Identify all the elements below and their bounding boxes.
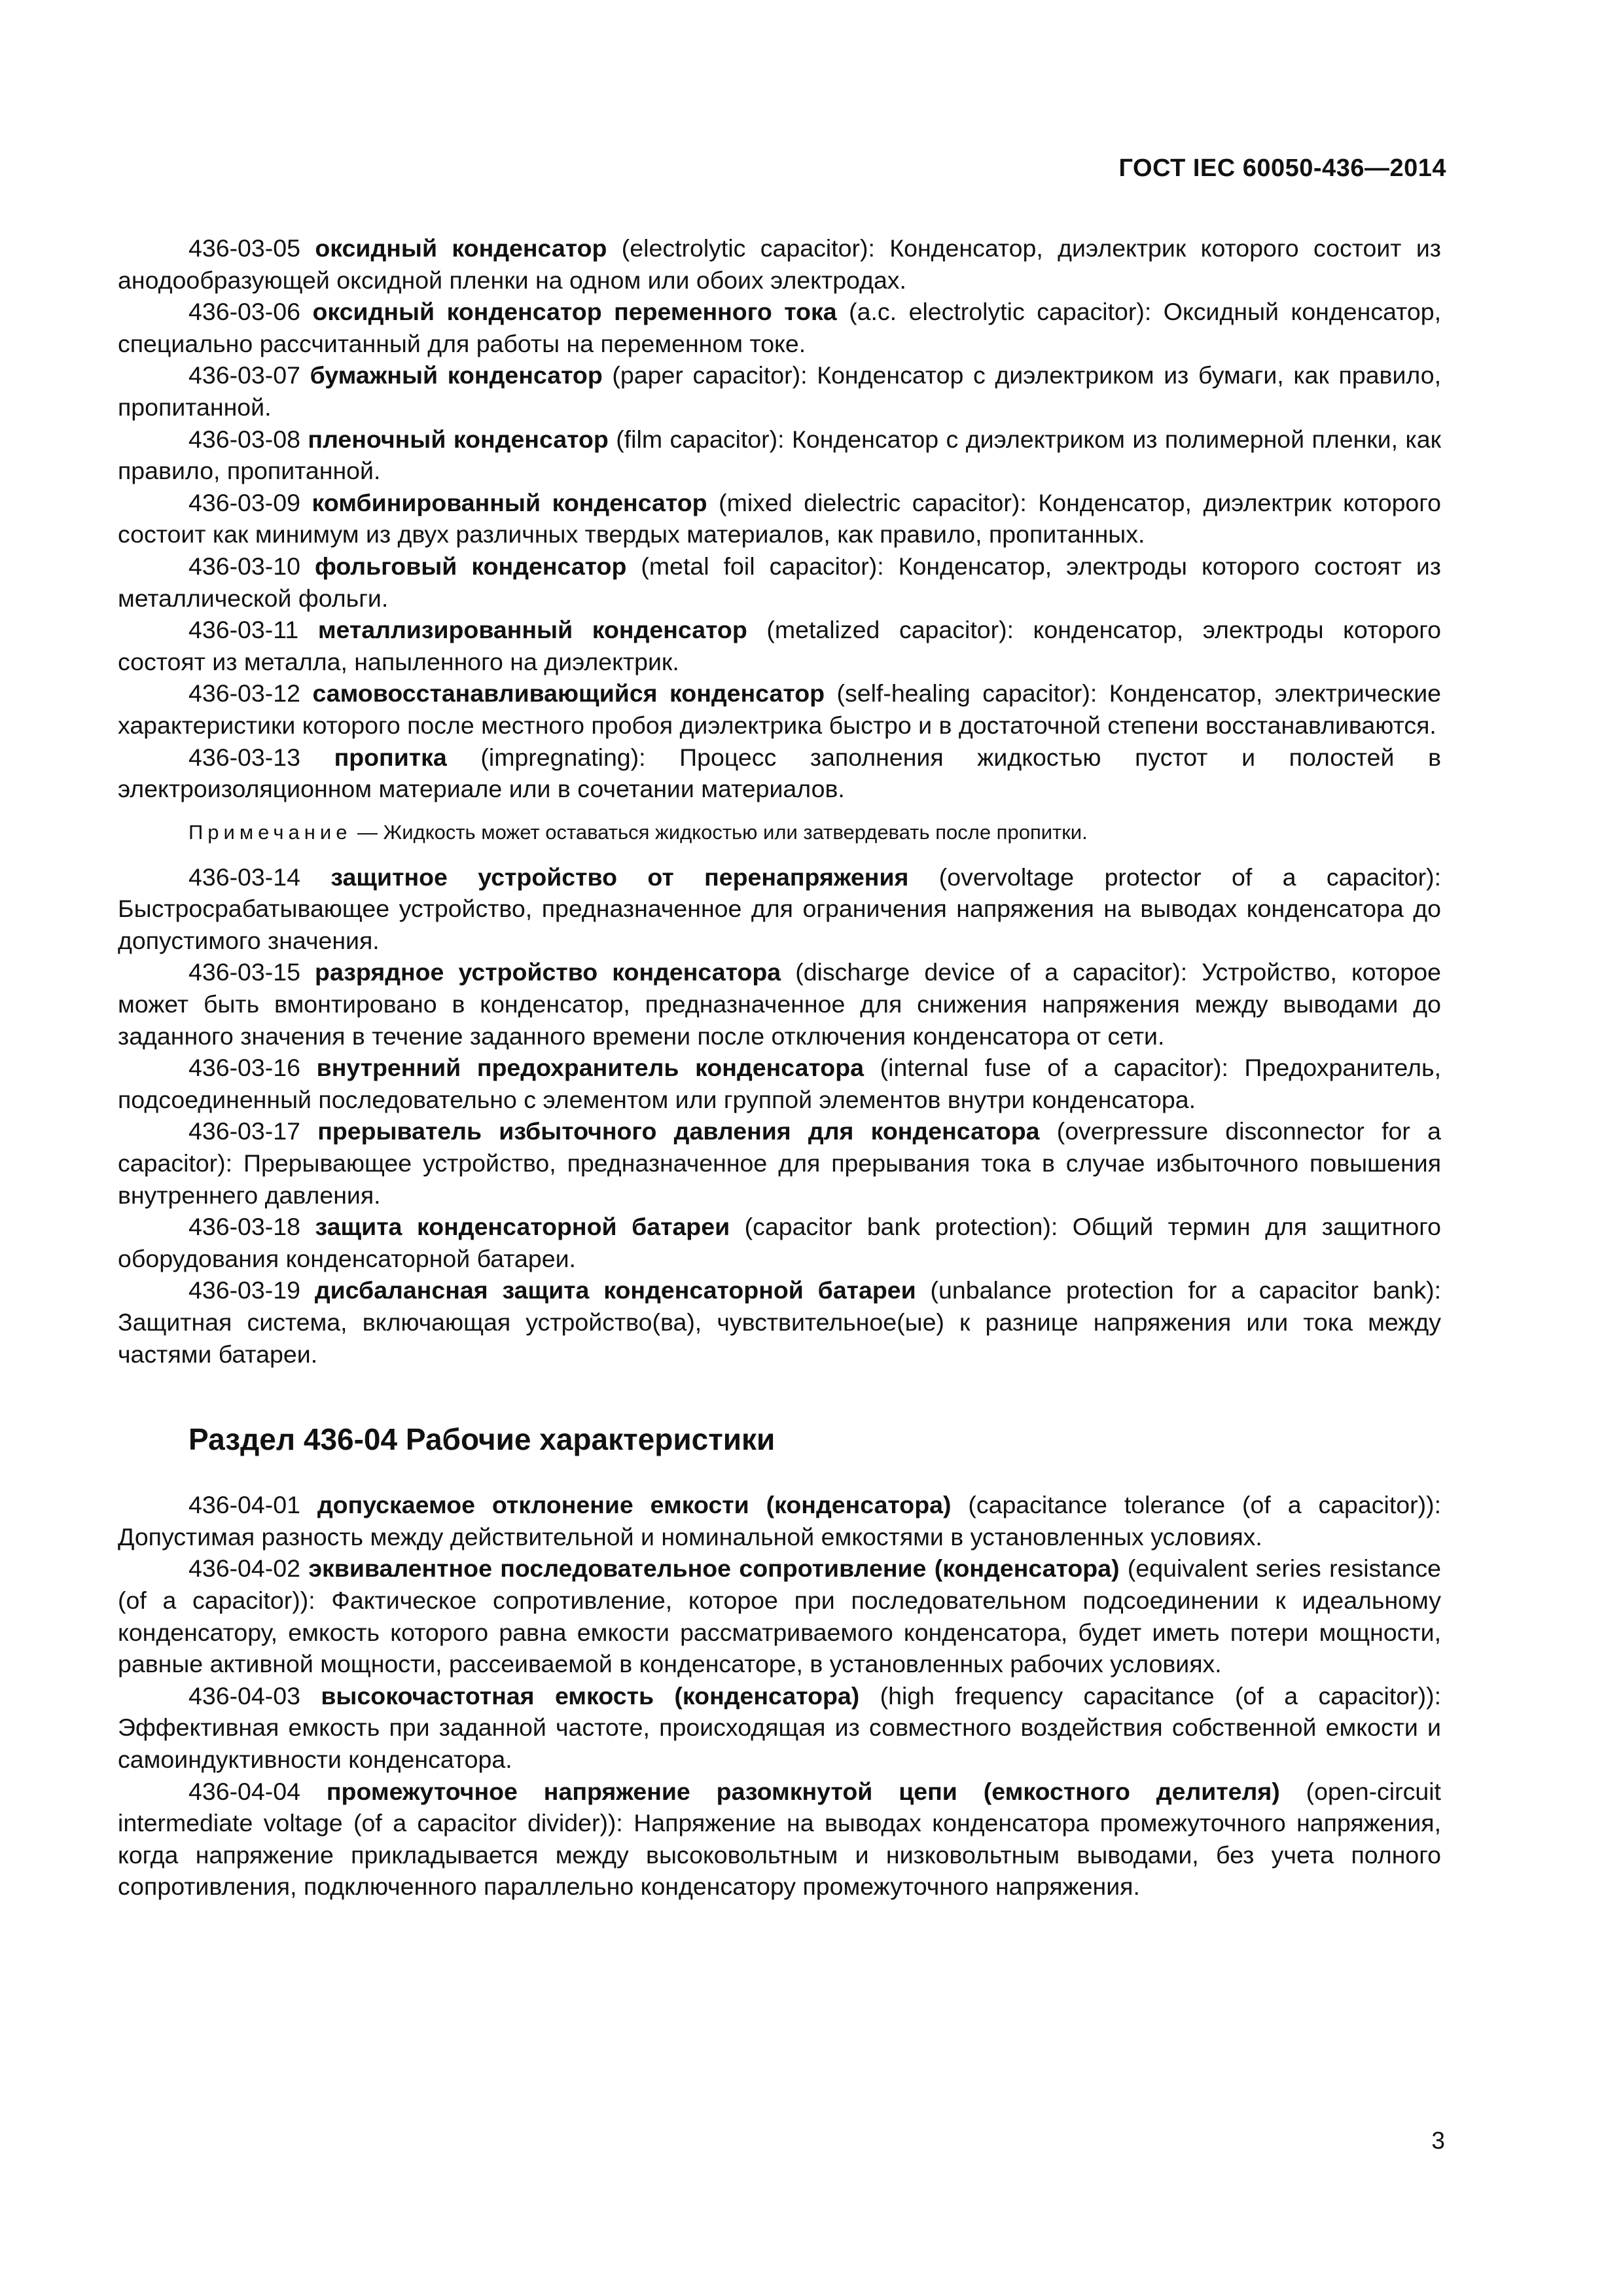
entry-term: комбинированный конденсатор: [312, 488, 707, 516]
entry-term: фольговый конденсатор: [315, 552, 627, 580]
term-entry: [118, 1274, 1441, 1370]
entry-number: 436-04-02: [188, 1554, 300, 1583]
entry-definition: (mixed dielectric capacitor): Конденсатор, диэлектрик которого состоит как минимум из двух различных твердых материалов, как правило, пропитанных.: [118, 488, 1441, 548]
term-entry: [118, 742, 1441, 805]
entry-definition: (film capacitor): Конденсатор с диэлектриком из полимерной пленки, как правило, пропитанной.: [118, 425, 1441, 485]
entry-number: 436-03-10: [188, 552, 300, 580]
entry-definition: (internal fuse of a capacitor): Предохранитель, подсоединенный последовательно с элементом или группой элементов внутри конденсатора.: [118, 1054, 1442, 1113]
page-number: 3: [1431, 2127, 1445, 2154]
term-entry: [118, 1115, 1441, 1211]
term-entry: [118, 1211, 1441, 1274]
entry-term: высокочастотная емкость (конденсатора): [321, 1681, 860, 1710]
note-label: Примечание: [188, 820, 352, 844]
entry-term: пленочный конденсатор: [308, 425, 609, 453]
entry-number: 436-03-18: [188, 1213, 300, 1241]
entry-definition: (discharge device of a capacitor): Устройство, которое может быть вмонтировано в конденсатор, предназначенное для снижения напряжения между выводами до заданного значения в течение заданного времени после отключения конденсатора от сети.: [118, 958, 1441, 1050]
entries-group-2: [118, 861, 1441, 1371]
entry-definition: (paper capacitor): Конденсатор с диэлектриком из бумаги, как правило, пропитанной.: [118, 361, 1441, 421]
document-body: [118, 232, 1441, 1903]
entry-number: 436-03-09: [188, 488, 300, 516]
entry-term: эквивалентное последовательное сопротивление (конденсатора): [308, 1554, 1120, 1583]
entry-number: 436-04-04: [188, 1777, 300, 1805]
entry-definition: (a.c. electrolytic capacitor): Оксидный конденсатор, специально рассчитанный для работы на переменном токе.: [118, 298, 1441, 357]
entry-definition: (metal foil capacitor): Конденсатор, электроды которого состоят из металлической фольги.: [118, 552, 1441, 612]
entry-term: допускаемое отклонение емкости (конденсатора): [317, 1491, 952, 1519]
term-entry: [118, 296, 1441, 359]
entry-number: 436-03-07: [188, 361, 300, 389]
entry-number: 436-03-19: [188, 1276, 300, 1304]
term-entry: [118, 677, 1441, 741]
term-entry: [118, 550, 1441, 614]
entry-term: металлизированный конденсатор: [317, 616, 747, 644]
entries-group-3: [118, 1489, 1441, 1903]
entry-term: самовосстанавливающийся конденсатор: [312, 679, 825, 708]
entry-definition: (electrolytic capacitor): Конденсатор, диэлектрик которого состоит из анодообразующей оксидной пленки на одном или обоих электродах.: [118, 234, 1441, 294]
entry-term: прерыватель избыточного давления для конденсатора: [317, 1117, 1040, 1145]
entry-term: дисбалансная защита конденсаторной батареи: [314, 1276, 916, 1304]
entry-number: 436-03-05: [188, 234, 300, 262]
entry-definition: (capacitance tolerance (of a capacitor)): Допустимая разность между действительной и номинальной емкостями в установленных условиях.: [118, 1491, 1442, 1551]
note-text: — Жидкость может оставаться жидкостью или затвердевать после пропитки.: [351, 820, 1088, 844]
entry-term: бумажный конденсатор: [310, 361, 603, 389]
entry-term: промежуточное напряжение разомкнутой цепи (емкостного делителя): [326, 1777, 1280, 1805]
entry-term: оксидный конденсатор переменного тока: [312, 298, 837, 326]
entry-number: 436-03-15: [188, 958, 300, 986]
entry-definition: (equivalent series resistance (of a capacitor)): Фактическое сопротивление, которое при последовательном подсоединении к идеальному конденсатору, емкость которого равна емкости рассматриваемого конденсатора, будет иметь потери мощности, равные активной мощности, рассеиваемой в конденсаторе, в установленных рабочих условиях.: [118, 1554, 1442, 1678]
standard-designation: ГОСТ IEC 60050-436—2014: [1118, 154, 1446, 182]
entry-number: 436-03-08: [188, 425, 300, 453]
entry-definition: (unbalance protection for a capacitor bank): Защитная система, включающая устройство(ва), чувствительное(ые) к разнице напряжения или тока между частями батареи.: [118, 1276, 1441, 1368]
term-entry: [118, 487, 1441, 550]
entry-number: 436-03-17: [188, 1117, 300, 1145]
entry-term: защита конденсаторной батареи: [315, 1213, 730, 1241]
entry-number: 436-04-01: [188, 1491, 300, 1519]
term-entry: [118, 861, 1441, 957]
entry-definition: (high frequency capacitance (of a capacitor)): Эффективная емкость при заданной частоте, происходящая из совместного воздействия собственной емкости и самоиндуктивности конденсатора.: [118, 1681, 1442, 1773]
entry-term: внутренний предохранитель конденсатора: [316, 1054, 864, 1082]
entry-definition: (overpressure disconnector for a capacitor): Прерывающее устройство, предназначенное для прерывания тока в случае избыточного повышения внутреннего давления.: [118, 1117, 1441, 1209]
entry-definition: (open-circuit intermediate voltage (of a capacitor divider)): Напряжение на выводах конденсатора промежуточного напряжения, когда напряжение прикладывается между высоковольтным и низковольтным выводами, без учета полного сопротивления, подключенного параллельно конденсатору промежуточного напряжения.: [118, 1777, 1441, 1901]
entry-number: 436-04-03: [188, 1681, 300, 1710]
term-entry: [118, 423, 1441, 487]
entry-term: пропитка: [334, 743, 447, 771]
entry-definition: (metalized capacitor): конденсатор, электроды которого состоят из металла, напыленного на диэлектрик.: [118, 616, 1442, 675]
entry-number: 436-03-14: [188, 863, 300, 891]
term-entry: [118, 1489, 1441, 1552]
term-entry: [118, 359, 1441, 423]
note: [118, 818, 1441, 847]
term-entry: [118, 1052, 1441, 1115]
entry-number: 436-03-12: [188, 679, 300, 708]
entry-term: разрядное устройство конденсатора: [315, 958, 781, 986]
term-entry: [118, 614, 1441, 677]
term-entry: [118, 232, 1441, 296]
entry-number: 436-03-11: [188, 616, 299, 644]
term-entry: [118, 956, 1441, 1052]
entry-definition: (self-healing capacitor): Конденсатор, электрические характеристики которого после местного пробоя диэлектрика быстро и в достаточной степени восстанавливаются.: [118, 679, 1441, 739]
entries-group-1: [118, 232, 1441, 805]
entry-term: оксидный конденсатор: [315, 234, 607, 262]
entry-term: защитное устройство от перенапряжения: [330, 863, 909, 891]
entry-number: 436-03-16: [188, 1054, 300, 1082]
section-heading: Раздел 436-04 Рабочие характеристики: [188, 1422, 776, 1457]
entry-definition: (capacitor bank protection): Общий термин для защитного оборудования конденсаторной батареи.: [118, 1213, 1442, 1272]
entry-definition: (overvoltage protector of a capacitor): Быстросрабатывающее устройство, предназначенное для ограничения напряжения на выводах конденсатора до допустимого значения.: [118, 863, 1442, 954]
entry-number: 436-03-06: [188, 298, 300, 326]
term-entry: [118, 1552, 1441, 1679]
term-entry: [118, 1680, 1441, 1776]
term-entry: [118, 1776, 1441, 1903]
entry-definition: (impregnating): Процесс заполнения жидкостью пустот и полостей в электроизоляционном материале или в сочетании материалов.: [118, 743, 1441, 803]
entry-number: 436-03-13: [188, 743, 300, 771]
